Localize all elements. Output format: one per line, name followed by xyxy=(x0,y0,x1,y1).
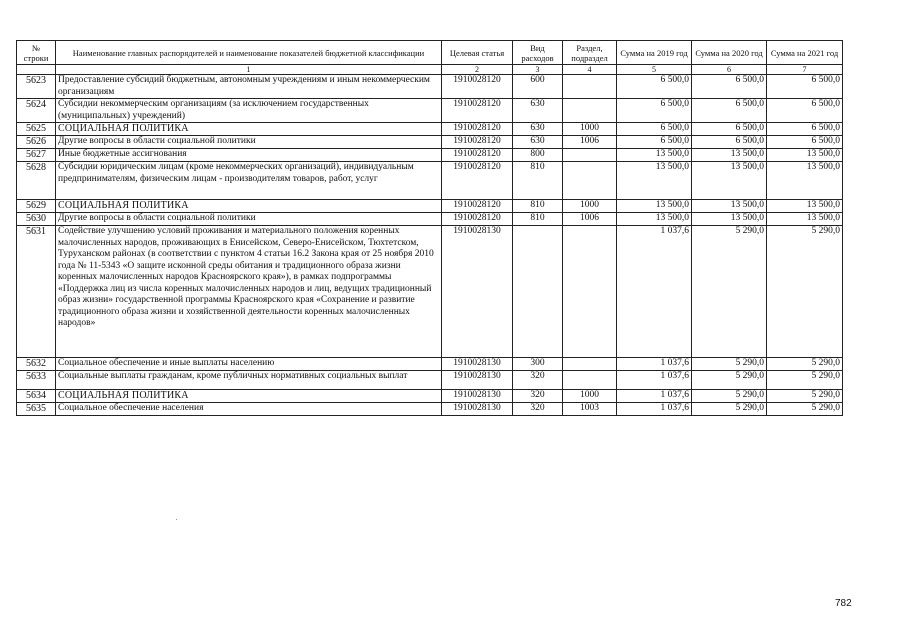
row-expense-type: 630 xyxy=(513,99,563,123)
row-number: 5630 xyxy=(17,213,56,226)
table-row xyxy=(17,213,843,226)
table-row xyxy=(17,162,843,200)
row-sum-2019: 1 037,6 xyxy=(617,403,692,416)
row-number: 5625 xyxy=(17,123,56,136)
row-sum-2019: 6 500,0 xyxy=(617,136,692,149)
row-number: 5624 xyxy=(17,99,56,123)
row-sum-2020: 6 500,0 xyxy=(692,136,767,149)
row-sum-2019: 13 500,0 xyxy=(617,200,692,213)
row-sum-2020: 13 500,0 xyxy=(692,200,767,213)
row-sum-2021: 6 500,0 xyxy=(767,99,843,123)
row-name: Предоставление субсидий бюджетным, автономным учреждениям и иным некоммерческим организациям xyxy=(56,75,442,99)
row-name: СОЦИАЛЬНАЯ ПОЛИТИКА xyxy=(56,390,442,403)
table-row xyxy=(17,75,843,99)
row-expense-type: 630 xyxy=(513,136,563,149)
row-sum-2019: 1 037,6 xyxy=(617,390,692,403)
row-section xyxy=(563,75,617,99)
row-sum-2020: 5 290,0 xyxy=(692,390,767,403)
row-number: 5627 xyxy=(17,149,56,162)
table-row xyxy=(17,226,843,358)
row-section xyxy=(563,162,617,200)
row-expense-type: 630 xyxy=(513,123,563,136)
row-sum-2019: 1 037,6 xyxy=(617,358,692,371)
row-target-article: 1910028120 xyxy=(442,123,513,136)
row-number: 5626 xyxy=(17,136,56,149)
row-sum-2021: 6 500,0 xyxy=(767,75,843,99)
row-sum-2020: 6 500,0 xyxy=(692,123,767,136)
row-target-article: 1910028130 xyxy=(442,390,513,403)
row-expense-type: 320 xyxy=(513,403,563,416)
row-sum-2021: 13 500,0 xyxy=(767,149,843,162)
row-name: Содействие улучшению условий проживания и материального положения коренных малочисленных народов, проживающих в Енисейском, Северо-Енисейском, Тюхтетском, Туруханском районах (в соответствии с пунктом 4 статьи 16.2 Закона края от 25 ноября 2010 года № 11-5343 «О защите исконной среды обитания и традиционного образа жизни коренных малочисленных народов Красноярского края»), в рамках подпрограммы «Поддержка лиц из числа коренных малочисленных народов и лиц, ведущих традиционный образ жизни» государственной программы Красноярского края «Сохранение и развитие традиционного образа жизни и хозяйственной деятельности коренных малочисленных народов» xyxy=(56,226,442,358)
row-name: Другие вопросы в области социальной политики xyxy=(56,136,442,149)
row-sum-2021: 5 290,0 xyxy=(767,371,843,390)
row-sum-2020: 13 500,0 xyxy=(692,149,767,162)
row-sum-2021: 5 290,0 xyxy=(767,226,843,358)
table-row xyxy=(17,200,843,213)
table-row xyxy=(17,99,843,123)
table-row xyxy=(17,123,843,136)
row-expense-type: 810 xyxy=(513,200,563,213)
header-sum-2019: Сумма на 2019 год xyxy=(617,41,692,65)
column-number: 2 xyxy=(442,65,513,75)
row-sum-2020: 5 290,0 xyxy=(692,371,767,390)
row-name: Социальное обеспечение и иные выплаты населению xyxy=(56,358,442,371)
row-number: 5629 xyxy=(17,200,56,213)
row-sum-2021: 6 500,0 xyxy=(767,123,843,136)
row-section xyxy=(563,99,617,123)
table-row xyxy=(17,403,843,416)
row-section: 1006 xyxy=(563,136,617,149)
budget-table xyxy=(16,40,843,416)
header-name: Наименование главных распорядителей и наименование показателей бюджетной классификации xyxy=(56,41,442,65)
row-expense-type: 810 xyxy=(513,213,563,226)
row-sum-2021: 13 500,0 xyxy=(767,162,843,200)
page-number: 782 xyxy=(835,598,852,609)
row-section xyxy=(563,371,617,390)
row-expense-type: 600 xyxy=(513,75,563,99)
row-target-article: 1910028130 xyxy=(442,371,513,390)
header-sum-2020: Сумма на 2020 год xyxy=(692,41,767,65)
table-row xyxy=(17,371,843,390)
row-name: Социальные выплаты гражданам, кроме публичных нормативных социальных выплат xyxy=(56,371,442,390)
row-number: 5635 xyxy=(17,403,56,416)
column-number: 5 xyxy=(617,65,692,75)
header-sum-2021: Сумма на 2021 год xyxy=(767,41,843,65)
row-target-article: 1910028120 xyxy=(442,99,513,123)
column-number: 6 xyxy=(692,65,767,75)
row-target-article: 1910028120 xyxy=(442,213,513,226)
row-sum-2020: 13 500,0 xyxy=(692,213,767,226)
row-sum-2020: 6 500,0 xyxy=(692,75,767,99)
row-name: Иные бюджетные ассигнования xyxy=(56,149,442,162)
row-sum-2019: 1 037,6 xyxy=(617,226,692,358)
row-target-article: 1910028130 xyxy=(442,358,513,371)
row-section: 1000 xyxy=(563,390,617,403)
row-number: 5632 xyxy=(17,358,56,371)
row-sum-2019: 1 037,6 xyxy=(617,371,692,390)
row-target-article: 1910028130 xyxy=(442,403,513,416)
table-row xyxy=(17,358,843,371)
header-expense-type: Вид расходов xyxy=(513,41,563,65)
row-sum-2021: 13 500,0 xyxy=(767,200,843,213)
row-target-article: 1910028120 xyxy=(442,75,513,99)
row-sum-2020: 5 290,0 xyxy=(692,358,767,371)
table-row xyxy=(17,149,843,162)
row-name: Другие вопросы в области социальной политики xyxy=(56,213,442,226)
row-section xyxy=(563,226,617,358)
row-sum-2020: 6 500,0 xyxy=(692,99,767,123)
table-row xyxy=(17,136,843,149)
header-section: Раздел, подраздел xyxy=(563,41,617,65)
row-expense-type: 810 xyxy=(513,162,563,200)
row-name: Субсидии некоммерческим организациям (за исключением государственных (муниципальных) учреждений) xyxy=(56,99,442,123)
row-section xyxy=(563,149,617,162)
column-number: 3 xyxy=(513,65,563,75)
row-number: 5628 xyxy=(17,162,56,200)
row-sum-2021: 5 290,0 xyxy=(767,358,843,371)
row-section: 1000 xyxy=(563,123,617,136)
row-name: Субсидии юридическим лицам (кроме некоммерческих организаций), индивидуальным предпринимателям, физическим лицам - производителям товаров, работ, услуг xyxy=(56,162,442,200)
row-target-article: 1910028120 xyxy=(442,136,513,149)
row-section: 1000 xyxy=(563,200,617,213)
row-sum-2019: 6 500,0 xyxy=(617,123,692,136)
row-number: 5623 xyxy=(17,75,56,99)
column-number: 7 xyxy=(767,65,843,75)
row-expense-type: 300 xyxy=(513,358,563,371)
header-row xyxy=(17,41,843,65)
row-sum-2020: 5 290,0 xyxy=(692,226,767,358)
row-name: Социальное обеспечение населения xyxy=(56,403,442,416)
row-number: 5634 xyxy=(17,390,56,403)
row-sum-2021: 6 500,0 xyxy=(767,136,843,149)
row-sum-2019: 6 500,0 xyxy=(617,75,692,99)
row-target-article: 1910028120 xyxy=(442,200,513,213)
row-sum-2019: 13 500,0 xyxy=(617,149,692,162)
row-expense-type xyxy=(513,226,563,358)
row-sum-2021: 5 290,0 xyxy=(767,403,843,416)
row-sum-2019: 13 500,0 xyxy=(617,213,692,226)
column-number: 1 xyxy=(56,65,442,75)
scan-speck xyxy=(176,519,177,520)
row-expense-type: 800 xyxy=(513,149,563,162)
row-target-article: 1910028120 xyxy=(442,149,513,162)
row-sum-2020: 5 290,0 xyxy=(692,403,767,416)
row-expense-type: 320 xyxy=(513,371,563,390)
row-target-article: 1910028130 xyxy=(442,226,513,358)
row-number: 5631 xyxy=(17,226,56,358)
column-number-row xyxy=(17,65,843,75)
row-sum-2020: 13 500,0 xyxy=(692,162,767,200)
header-target-article: Целевая статья xyxy=(442,41,513,65)
row-name: СОЦИАЛЬНАЯ ПОЛИТИКА xyxy=(56,200,442,213)
row-sum-2019: 13 500,0 xyxy=(617,162,692,200)
row-section xyxy=(563,358,617,371)
row-expense-type: 320 xyxy=(513,390,563,403)
row-section: 1006 xyxy=(563,213,617,226)
row-number: 5633 xyxy=(17,371,56,390)
row-target-article: 1910028120 xyxy=(442,162,513,200)
row-sum-2019: 6 500,0 xyxy=(617,99,692,123)
row-sum-2021: 13 500,0 xyxy=(767,213,843,226)
column-number: 4 xyxy=(563,65,617,75)
table-row xyxy=(17,390,843,403)
row-name: СОЦИАЛЬНАЯ ПОЛИТИКА xyxy=(56,123,442,136)
column-number-empty xyxy=(17,65,56,75)
header-row-number: № строки xyxy=(17,41,56,65)
row-sum-2021: 5 290,0 xyxy=(767,390,843,403)
row-section: 1003 xyxy=(563,403,617,416)
